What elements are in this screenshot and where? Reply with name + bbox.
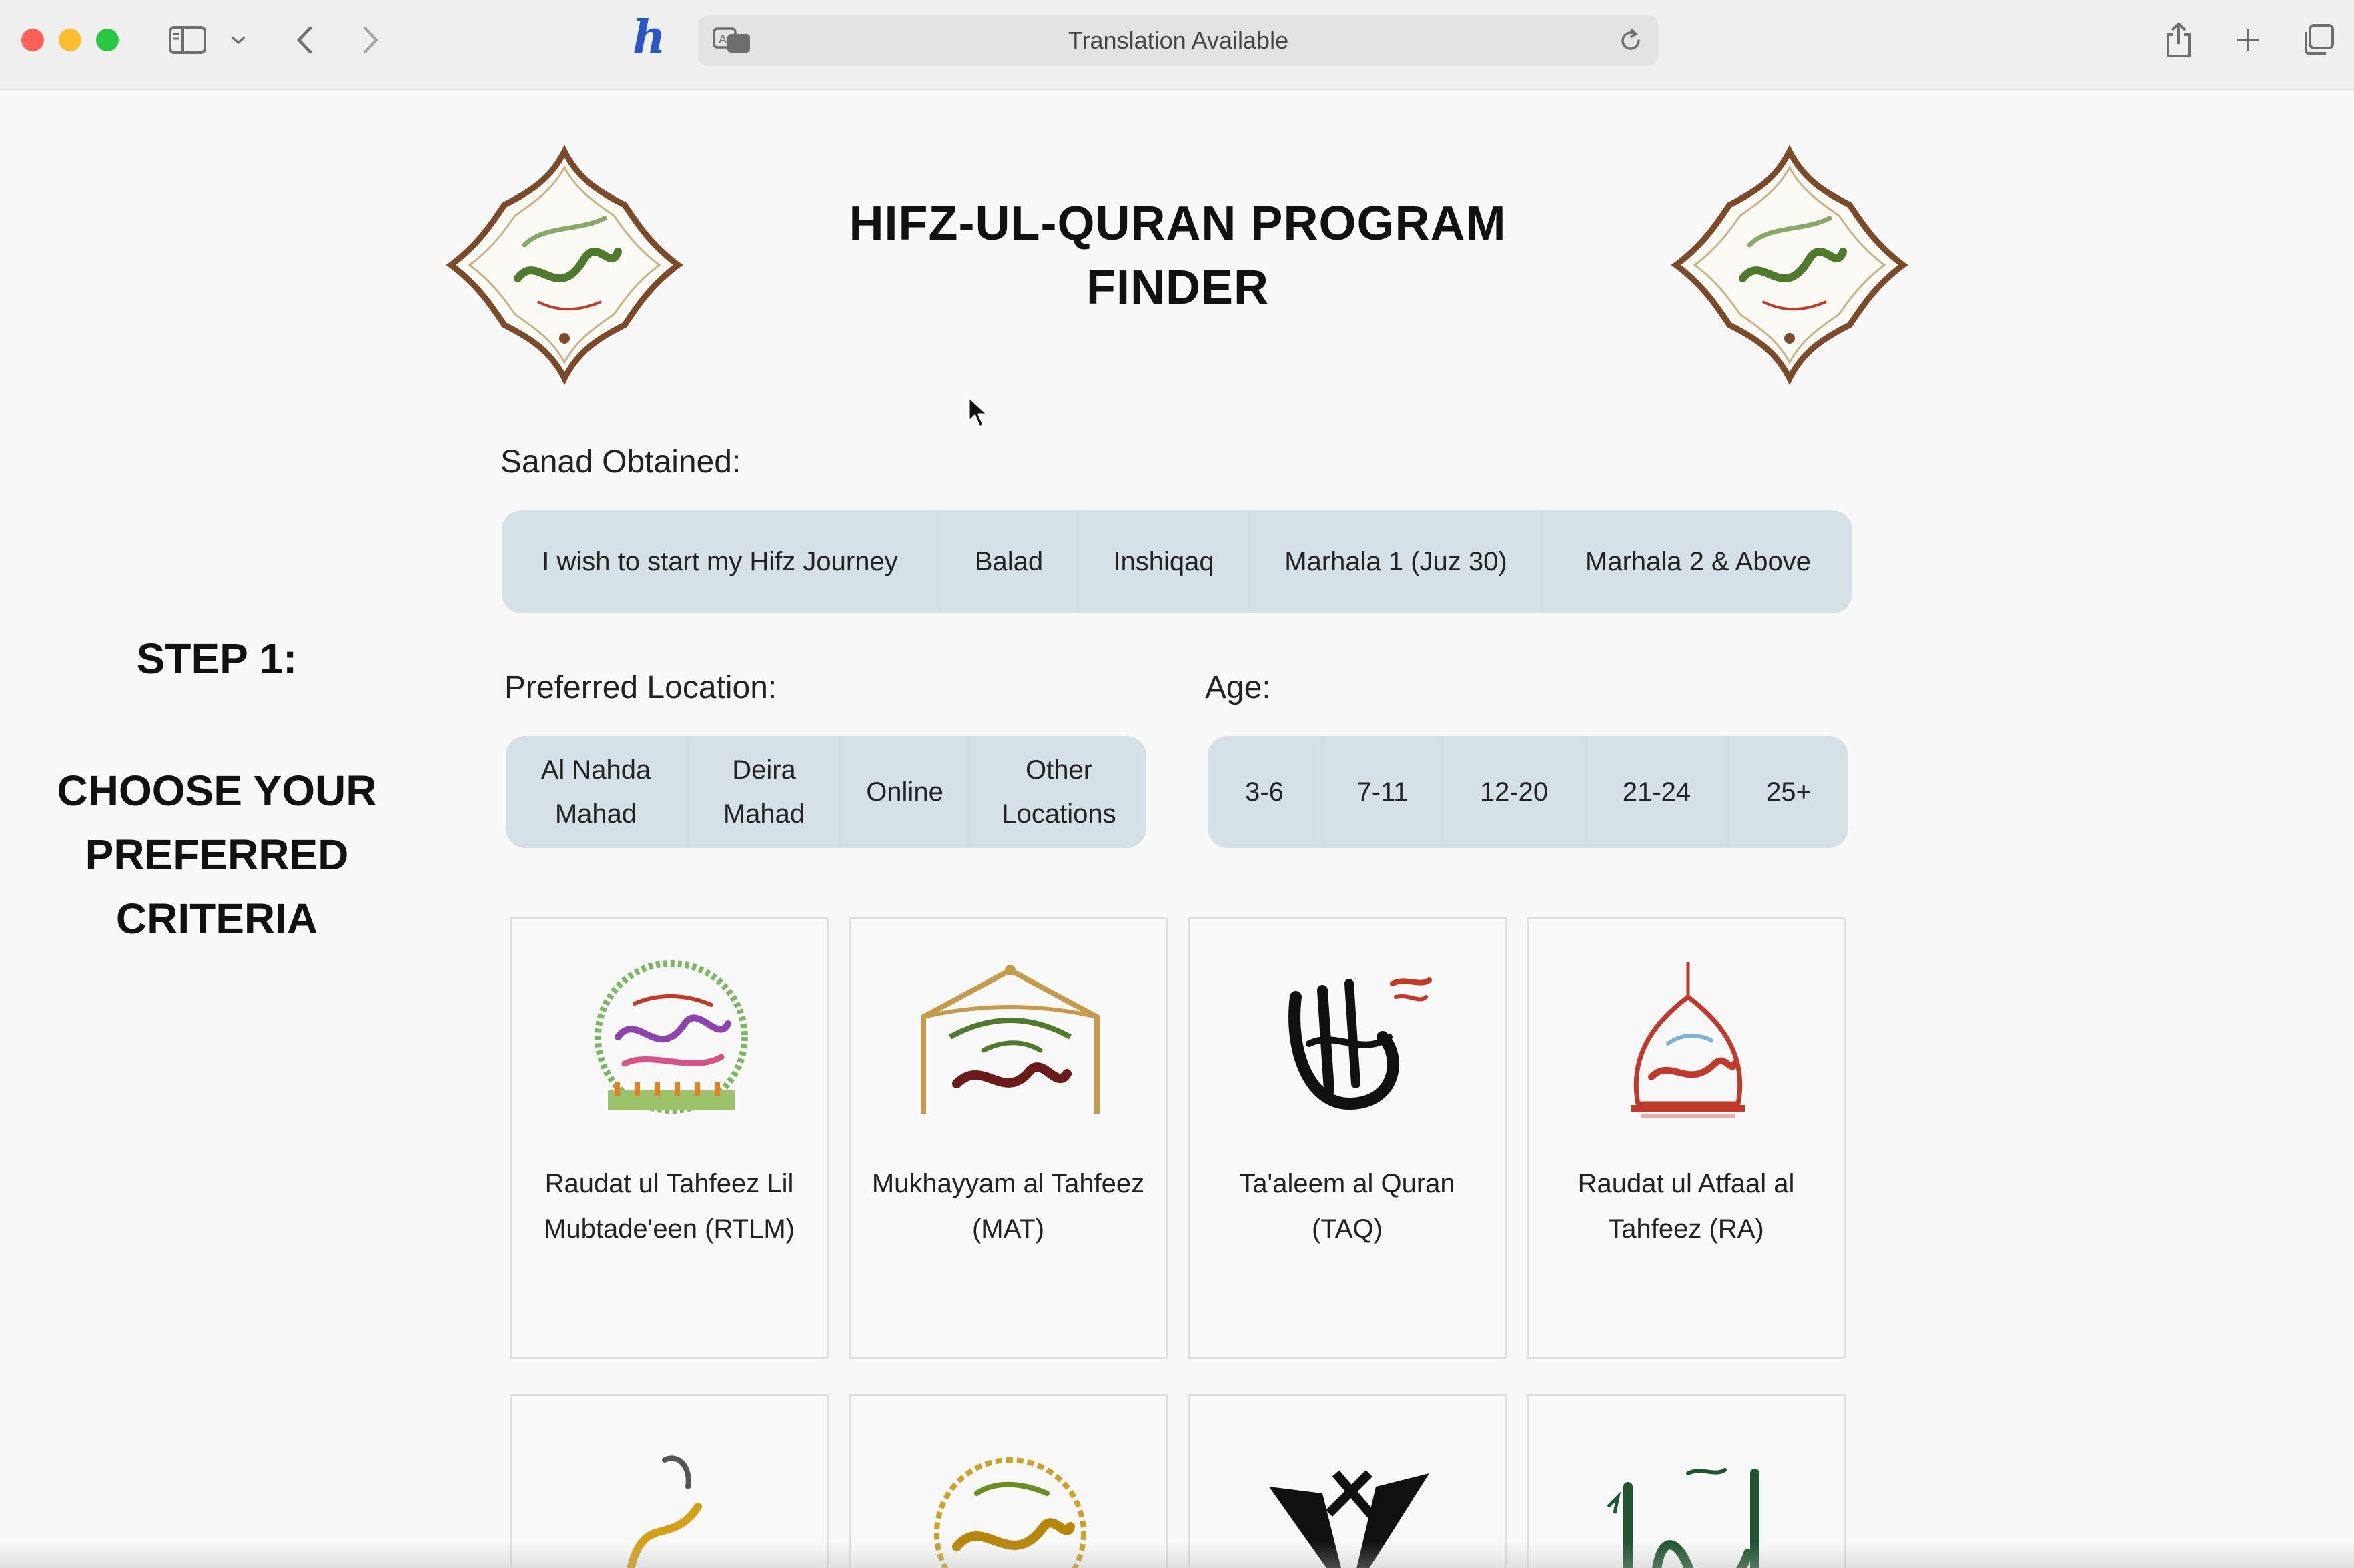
page-title: HIFZ-UL-QURAN PROGRAM FINDER [849,197,1507,314]
tab-overview-icon[interactable] [2299,19,2337,61]
program-card-mat[interactable] [849,917,1168,1359]
address-text: Translation Available [1068,27,1289,54]
program-name: Raudat ul Tahfeez Lil Mubtade'een (RTLM) [544,1169,795,1244]
mat-logo [910,957,1110,1124]
step-label: STEP 1: [136,635,298,683]
address-bar[interactable] [698,15,1659,66]
sanad-option-marhala-2[interactable]: Marhala 2 & Above [1544,510,1852,613]
step-instructions [27,632,407,951]
sidebar-icon[interactable] [165,19,210,61]
back-icon[interactable] [291,19,318,61]
age-option-21-24[interactable]: 21-24 [1588,736,1725,848]
close-window-button[interactable] [21,29,44,51]
location-option-deira[interactable]: Deira Mahad [690,736,838,848]
zoom-window-button[interactable] [96,29,119,51]
forward-icon[interactable] [358,19,384,61]
age-label: Age: [1205,670,1271,705]
ra-logo [1588,957,1788,1124]
program-name: Mukhayyam al Tahfeez (MAT) [871,1169,1145,1244]
location-options [506,736,1146,848]
chevron-down-icon[interactable] [228,19,248,61]
browser-toolbar [0,0,2354,90]
sanad-option-start[interactable]: I wish to start my Hifz Journey [502,510,938,613]
page-content [0,91,2354,1568]
hint-extension-icon[interactable]: h [633,11,666,64]
taq-logo [1249,957,1449,1124]
step-instruction: CHOOSE YOUR PREFERRED CRITERIA [57,767,377,943]
age-option-25-plus[interactable]: 25+ [1729,736,1848,848]
program-name: Raudat ul Atfaal al Tahfeez (RA) [1577,1169,1795,1244]
rtlm-logo [571,957,771,1124]
svg-text:A: A [719,33,727,47]
location-option-al-nahda[interactable]: Al Nahda Mahad [506,736,686,848]
right-emblem-logo [1669,145,1910,385]
location-option-online[interactable]: Online [842,736,967,848]
mouse-cursor-icon [967,395,990,433]
left-emblem-logo [444,145,685,385]
share-icon[interactable] [2161,19,2197,61]
program-card-ra[interactable] [1527,917,1846,1359]
program-name: Ta'aleem al Quran (TAQ) [1239,1169,1455,1244]
age-option-3-6[interactable]: 3-6 [1208,736,1321,848]
age-options [1208,736,1848,848]
new-tab-icon[interactable] [2231,19,2265,61]
location-label: Preferred Location: [504,670,777,705]
sanad-options [502,510,1852,613]
sanad-option-inshiqaq[interactable]: Inshiqaq [1080,510,1248,613]
sanad-option-marhala-1[interactable]: Marhala 1 (Juz 30) [1252,510,1540,613]
sanad-label: Sanad Obtained: [500,444,741,480]
program-card-rtlm[interactable] [510,917,829,1359]
reload-icon[interactable] [1617,27,1644,57]
location-option-other[interactable]: Other Locations [971,736,1146,848]
minimize-window-button[interactable] [59,29,81,51]
age-option-7-11[interactable]: 7-11 [1325,736,1440,848]
bottom-shadow [0,1541,2354,1568]
program-card-taq[interactable] [1188,917,1507,1359]
translate-icon[interactable] [713,27,751,57]
age-option-12-20[interactable]: 12-20 [1444,736,1584,848]
sanad-option-balad[interactable]: Balad [942,510,1076,613]
